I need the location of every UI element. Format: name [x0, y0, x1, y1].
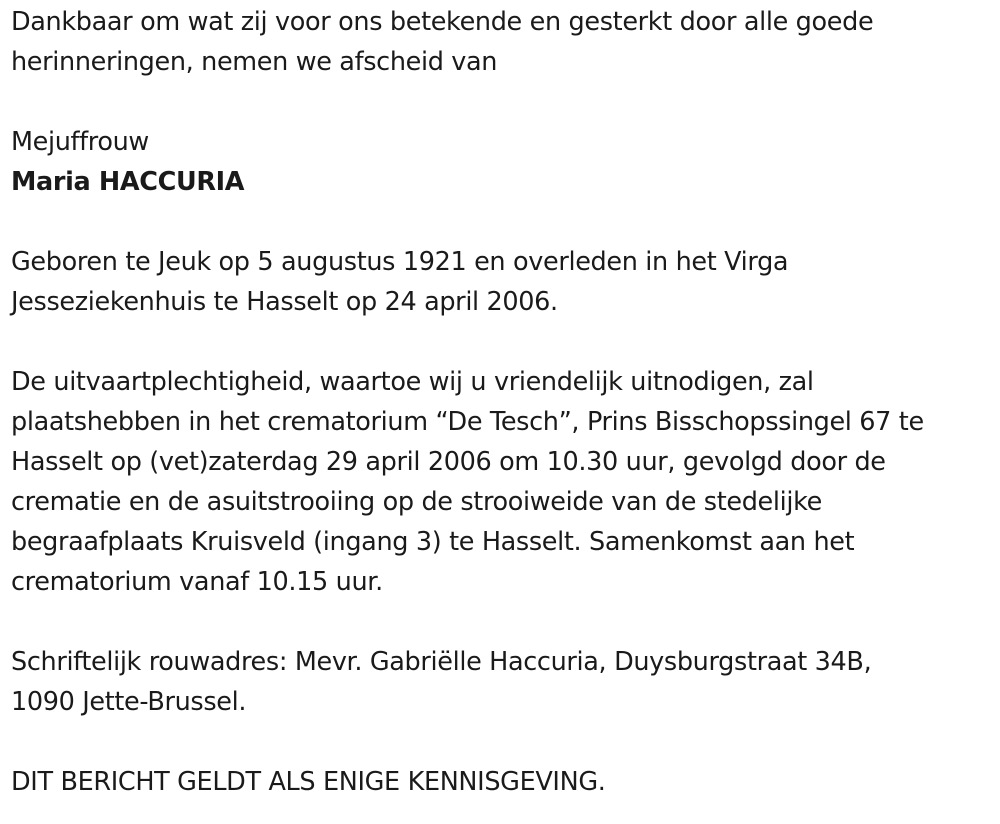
spacer: [11, 722, 996, 762]
spacer: [11, 202, 996, 242]
death-notice: [11, 2, 996, 802]
ceremony-line-3: Hasselt op (vet)zaterdag 29 april 2006 om 10.30 uur, gevolgd door de: [11, 447, 886, 477]
intro-line-2: herinneringen, nemen we afscheid van: [11, 47, 498, 77]
birth-death-line-1: Geboren te Jeuk op 5 augustus 1921 en overleden in het Virga: [11, 247, 789, 277]
honorific-title: Mejuffrouw: [11, 127, 149, 157]
ceremony-line-4: crematie en de asuitstrooiing op de strooiweide van de stedelijke: [11, 487, 822, 517]
spacer: [11, 602, 996, 642]
address-paragraph: [11, 642, 996, 722]
birth-death-line-2: Jesseziekenhuis te Hasselt op 24 april 2006.: [11, 287, 558, 317]
ceremony-paragraph: [11, 362, 996, 602]
deceased-name: Maria HACCURIA: [11, 167, 245, 197]
ceremony-line-2: plaatshebben in het crematorium “De Tesch”, Prins Bisschopssingel 67 te: [11, 407, 924, 437]
intro-line-1: Dankbaar om wat zij voor ons betekende en gesterkt door alle goede: [11, 7, 874, 37]
ceremony-line-1: De uitvaartplechtigheid, waartoe wij u vriendelijk uitnodigen, zal: [11, 367, 814, 397]
ceremony-line-6: crematorium vanaf 10.15 uur.: [11, 567, 383, 597]
ceremony-line-5: begraafplaats Kruisveld (ingang 3) te Hasselt. Samenkomst aan het: [11, 527, 855, 557]
address-line-2: 1090 Jette-Brussel.: [11, 687, 247, 717]
spacer: [11, 322, 996, 362]
intro-paragraph: [11, 2, 996, 82]
spacer: [11, 82, 996, 122]
notice-statement: DIT BERICHT GELDT ALS ENIGE KENNISGEVING.: [11, 767, 606, 797]
address-line-1: Schriftelijk rouwadres: Mevr. Gabriëlle Haccuria, Duysburgstraat 34B,: [11, 647, 872, 677]
birth-death-paragraph: [11, 242, 996, 322]
